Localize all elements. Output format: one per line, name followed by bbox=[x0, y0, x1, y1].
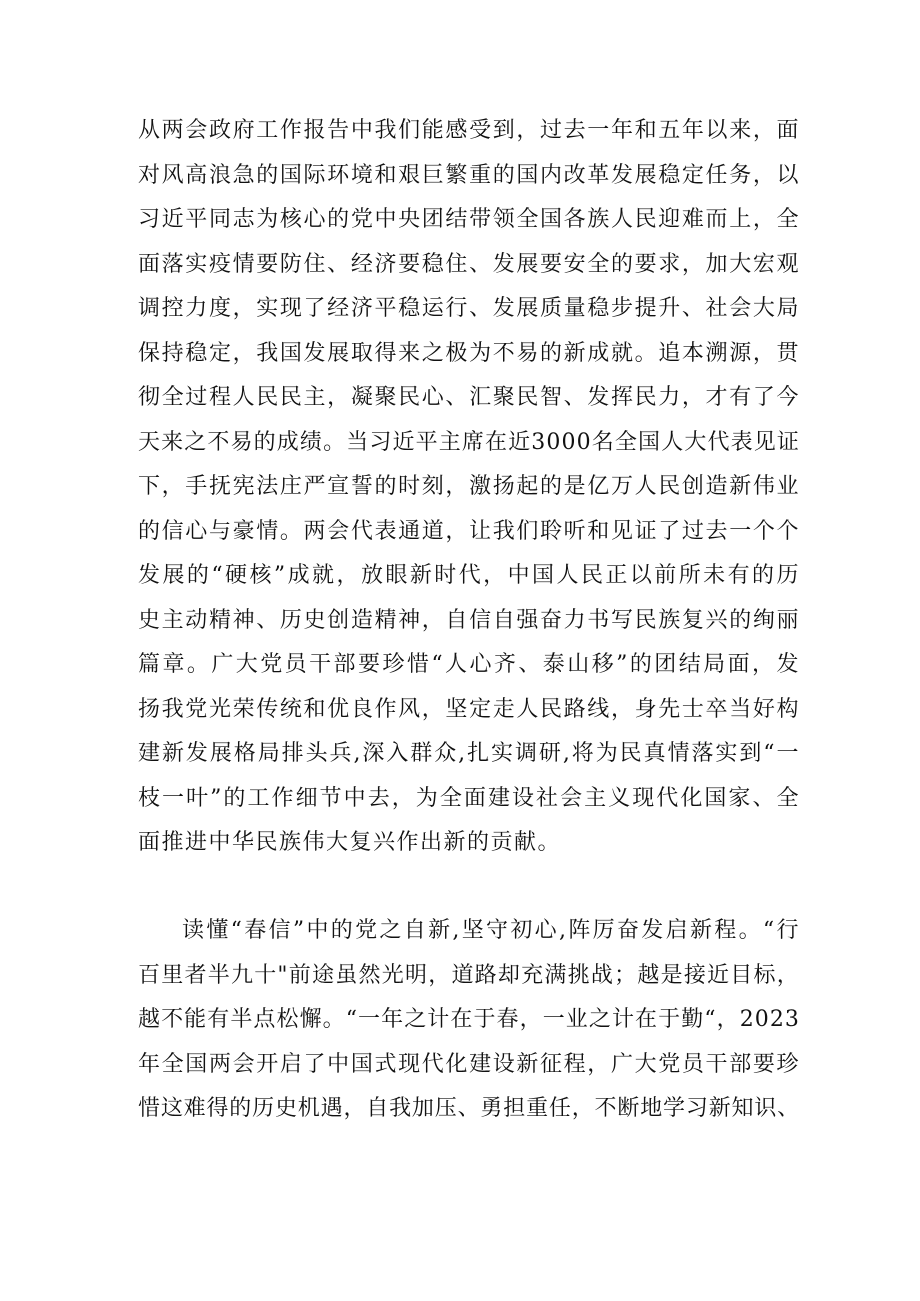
paragraph-2 bbox=[138, 909, 800, 1132]
paragraph-1-line: 调控力度，实现了经济平稳运行、发展质量稳步提升、社会大局 bbox=[138, 296, 800, 321]
paragraph-1-line: 习近平同志为核心的党中央团结带领全国各族人民迎难而上，全 bbox=[138, 207, 800, 232]
paragraph-1-line: 史主动精神、历史创造精神，自信自强奋力书写民族复兴的绚丽 bbox=[138, 607, 800, 633]
paragraph-1-line: 扬我党光荣传统和优良作风，坚定走人民路线，身先士卒当好构 bbox=[138, 696, 800, 722]
paragraph-1-line: 下，手抚宪法庄严宣誓的时刻，激扬起的是亿万人民创造新伟业 bbox=[138, 474, 800, 499]
paragraph-1-line: 的信心与豪情。两会代表通道，让我们聆听和见证了过去一个个 bbox=[138, 518, 800, 544]
paragraph-1-line: 彻全过程人民民主，凝聚民心、汇聚民智、发挥民力，才有了今 bbox=[138, 385, 800, 410]
paragraph-2-line: 百里者半九十"前途虽然光明，道路却充满挑战；越是接近目标， bbox=[138, 962, 800, 988]
paragraph-1-line: 从两会政府工作报告中我们能感受到，过去一年和五年以来，面 bbox=[138, 118, 800, 143]
paragraph-1-line: 建新发展格局排头兵,深入群众,扎实调研,将为民真情落实到“一 bbox=[138, 741, 800, 766]
paragraph-1-line: 篇章。广大党员干部要珍惜“人心齐、泰山移”的团结局面，发 bbox=[138, 652, 800, 677]
paragraph-1-line: 天来之不易的成绩。当习近平主席在近3000名全国人大代表见证 bbox=[138, 429, 800, 455]
paragraph-2-line: 越不能有半点松懈。“一年之计在于春，一业之计在于勤“，2023 bbox=[138, 1007, 800, 1032]
paragraph-1-line: 面落实疫情要防住、经济要稳住、发展要安全的要求，加大宏观 bbox=[138, 251, 800, 277]
paragraph-1-line: 枝一叶”的工作细节中去，为全面建设社会主义现代化国家、全 bbox=[138, 785, 800, 811]
paragraph-2-line: 惜这难得的历史机遇，自我加压、勇担重任，不断地学习新知识、 bbox=[138, 1096, 800, 1121]
paragraph-1-line: 保持稳定，我国发展取得来之极为不易的新成就。追本溯源，贯 bbox=[138, 340, 800, 366]
paragraph-2-line: 年全国两会开启了中国式现代化建设新征程，广大党员干部要珍 bbox=[138, 1051, 800, 1077]
paragraph-1-line: 面推进中华民族伟大复兴作出新的贡献。 bbox=[138, 830, 562, 855]
paragraph-2-line: 读懂“春信”中的党之自新,坚守初心,阵厉奋发启新程。“行 bbox=[182, 918, 800, 943]
paragraph-1-line: 对风高浪急的国际环境和艰巨繁重的国内改革发展稳定任务，以 bbox=[138, 162, 800, 188]
paragraph-1 bbox=[138, 109, 800, 866]
paragraph-1-line: 发展的“硬核”成就，放眼新时代，中国人民正以前所未有的历 bbox=[138, 563, 800, 588]
